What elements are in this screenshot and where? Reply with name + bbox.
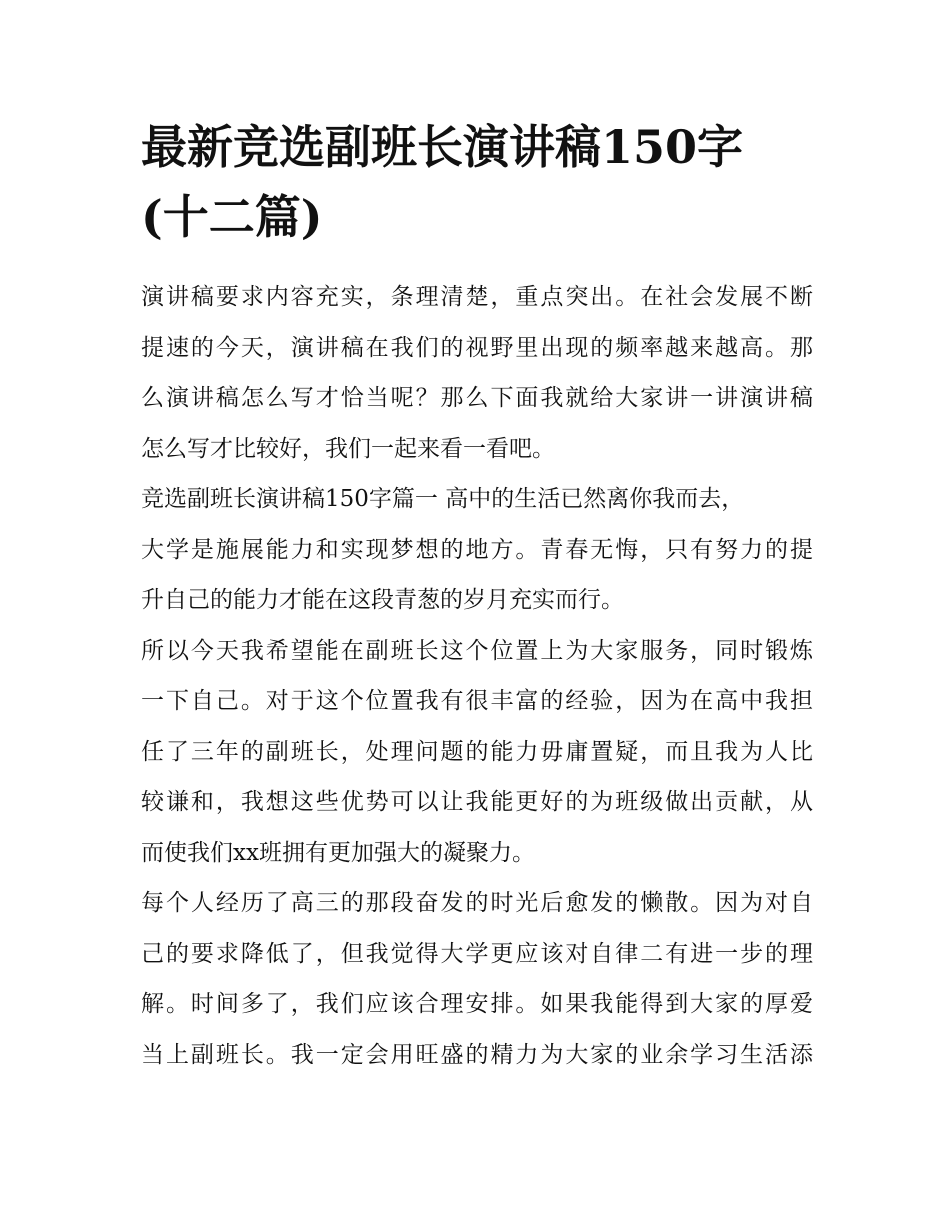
text-line: 么演讲稿怎么写才恰当呢？那么下面我就给大家讲一讲演讲稿: [141, 385, 813, 411]
paragraph-speech-1: [141, 474, 813, 626]
text-line: 任了三年的副班长，处理问题的能力毋庸置疑，而且我为人比: [141, 738, 813, 765]
text-line: 一下自己。对于这个位置我有很丰富的经验，因为在高中我担: [141, 688, 813, 714]
paragraph-speech-3: [141, 878, 813, 1080]
text-line: 解。时间多了，我们应该合理安排。如果我能得到大家的厚爱: [141, 991, 813, 1017]
text-line: 竞选副班长演讲稿150字篇一 高中的生活已然离你我而去，: [141, 486, 745, 512]
text-line: 当上副班长。我一定会用旺盛的精力为大家的业余学习生活添: [141, 1041, 813, 1068]
text-line: 较谦和，我想这些优势可以让我能更好的为班级做出贡献，从: [141, 789, 813, 815]
text-line: 演讲稿要求内容充实，条理清楚，重点突出。在社会发展不断: [141, 284, 813, 310]
text-line: 怎么写才比较好，我们一起来看一看吧。: [141, 435, 555, 462]
title-line: (十二篇): [141, 190, 323, 244]
document-content: [141, 112, 813, 1080]
document-title: [141, 112, 813, 252]
text-line: 大学是施展能力和实现梦想的地方。青春无悔，只有努力的提: [141, 536, 813, 563]
text-line: 而使我们xx班拥有更加强大的凝聚力。: [141, 839, 535, 866]
text-line: 升自己的能力才能在这段青葱的岁月充实而行。: [141, 587, 624, 613]
paragraph-speech-2: [141, 626, 813, 879]
text-line: 所以今天我希望能在副班长这个位置上为大家服务，同时锻炼: [141, 637, 813, 664]
text-line: 每个人经历了高三的那段奋发的时光后愈发的懒散。因为对自: [141, 890, 813, 916]
document-body: [141, 272, 813, 1080]
text-line: 提速的今天，演讲稿在我们的视野里出现的频率越来越高。那: [141, 334, 813, 361]
paragraph-intro: [141, 272, 813, 474]
text-line: 己的要求降低了，但我觉得大学更应该对自律二有进一步的理: [141, 940, 813, 967]
title-line: 最新竞选副班长演讲稿150字: [141, 120, 744, 174]
